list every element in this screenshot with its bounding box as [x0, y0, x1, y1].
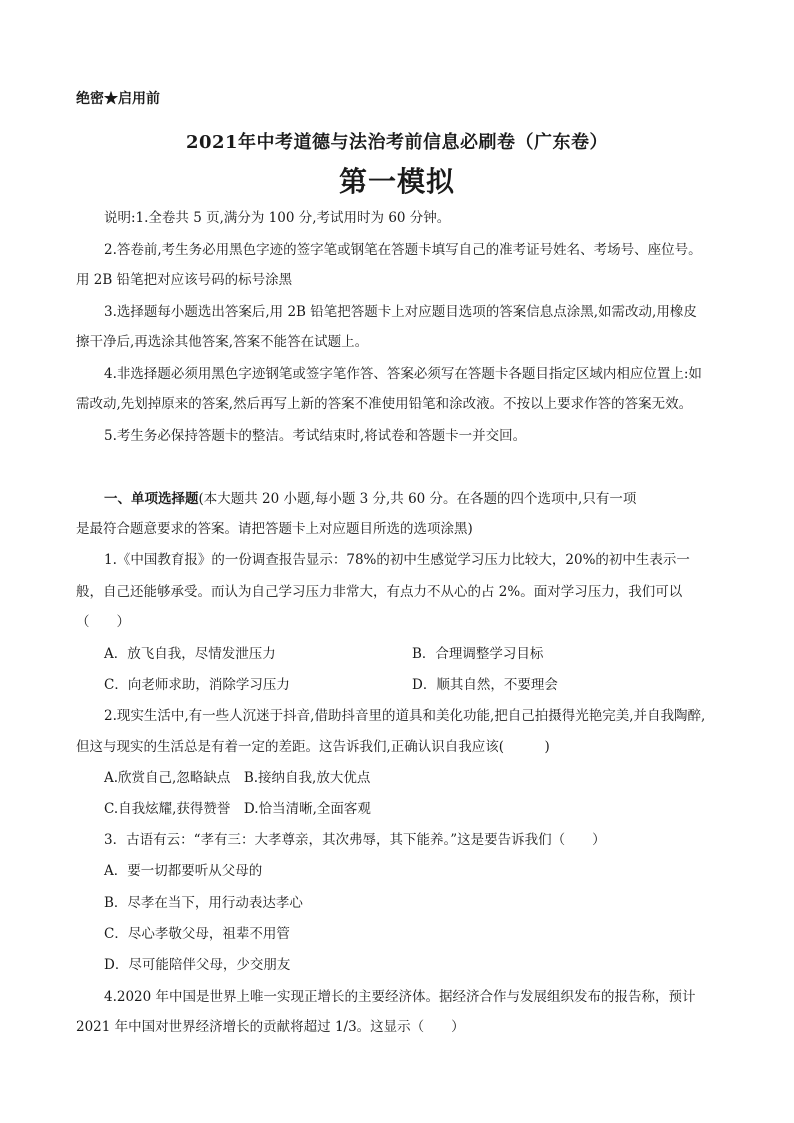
question-1-option-d: D．顺其自然，不要理会: [412, 677, 558, 693]
section-1-line-1: [104, 489, 718, 509]
instruction-4-line-2: 需改动,先划掉原来的答案,然后再写上新的答案不准使用铅笔和涂改液。不按以上要求作答的答案无效。: [76, 396, 693, 412]
section-1-description: (本大题共 20 小题,每小题 3 分,共 60 分。在各题的四个选项中,只有一项: [198, 491, 637, 507]
question-3-option-b: B．尽孝在当下，用行动表达孝心: [104, 895, 303, 911]
instruction-2-line-1: 2.答卷前,考生务必用黑色字迹的签字笔或钢笔在答题卡填写自己的准考证号姓名、考场号、座位号。: [104, 242, 702, 258]
exam-title: 2021年中考道德与法治考前信息必刷卷（广东卷）: [185, 132, 609, 153]
section-1-heading: 一、单项选择题: [104, 491, 199, 507]
question-1-option-b: B．合理调整学习目标: [412, 646, 544, 662]
question-3-line-1: 3．古语有云：“孝有三：大孝尊亲，其次弗辱，其下能养。”这是要告诉我们（ ）: [104, 832, 606, 848]
question-4-line-1: 4.2020 年中国是世界上唯一实现正增长的主要经济体。据经济合作与发展组织发布的报告称，预计: [104, 989, 696, 1005]
instruction-2-line-2: 用 2B 铅笔把对应该号码的标号涂黑: [76, 272, 293, 288]
question-2-options-ab: A.欣赏自己,忽略缺点 B.接纳自我,放大优点: [104, 770, 371, 786]
question-1-line-2: 般，自己还能够承受。而认为自己学习压力非常大，有点力不从心的占 2%。面对学习压力，我们可以: [76, 584, 683, 600]
question-3-option-c: C．尽心孝敬父母，祖辈不用管: [104, 926, 290, 942]
instruction-1: 说明:1.全卷共 5 页,满分为 100 分,考试用时为 60 分钟。: [104, 210, 451, 226]
confidential-label: 绝密★启用前: [76, 91, 160, 107]
instruction-3-line-1: 3.选择题每小题选出答案后,用 2B 铅笔把答题卡上对应题目选项的答案信息点涂黑,如需改动,用橡皮: [104, 304, 697, 320]
question-1-option-a: A．放飞自我，尽情发泄压力: [104, 646, 276, 662]
question-2-line-2: 但这与现实的生活总是有着一定的差距。这告诉我们,正确认识自我应该( ): [76, 739, 550, 755]
question-1-line-3: （ ）: [76, 614, 130, 630]
question-3-option-a: A．要一切都要听从父母的: [104, 863, 263, 879]
section-1-line-2: 是最符合题意要求的答案。请把答题卡上对应题目所选的选项涂黑): [76, 521, 473, 537]
question-4-line-2: 2021 年中国对世界经济增长的贡献将超过 1/3。这显示（ ）: [76, 1019, 465, 1035]
question-2-options-cd: C.自我炫耀,获得赞誉 D.恰当清晰,全面客观: [104, 801, 371, 817]
instruction-4-line-1: 4.非选择题必须用黑色字迹钢笔或签字笔作答、答案必须写在答题卡各题目指定区域内相应位置上:如: [104, 366, 702, 382]
question-3-option-d: D．尽可能陪伴父母，少交朋友: [104, 957, 291, 973]
question-1-option-c: C．向老师求助，消除学习压力: [104, 677, 290, 693]
question-1-line-1: 1.《中国教育报》的一份调查报告显示：78%的初中生感觉学习压力比较大，20%的初中生表示一: [104, 552, 690, 568]
instruction-5: 5.考生务必保持答题卡的整洁。考试结束时,将试卷和答题卡一并交回。: [104, 428, 527, 444]
instruction-3-line-2: 擦干净后,再选涂其他答案,答案不能答在试题上。: [76, 334, 369, 350]
exam-subtitle: 第一模拟: [338, 165, 455, 198]
question-2-line-1: 2.现实生活中,有一些人沉迷于抖音,借助抖音里的道具和美化功能,把自己拍摄得光艳完美,并自我陶醉,: [104, 708, 706, 724]
